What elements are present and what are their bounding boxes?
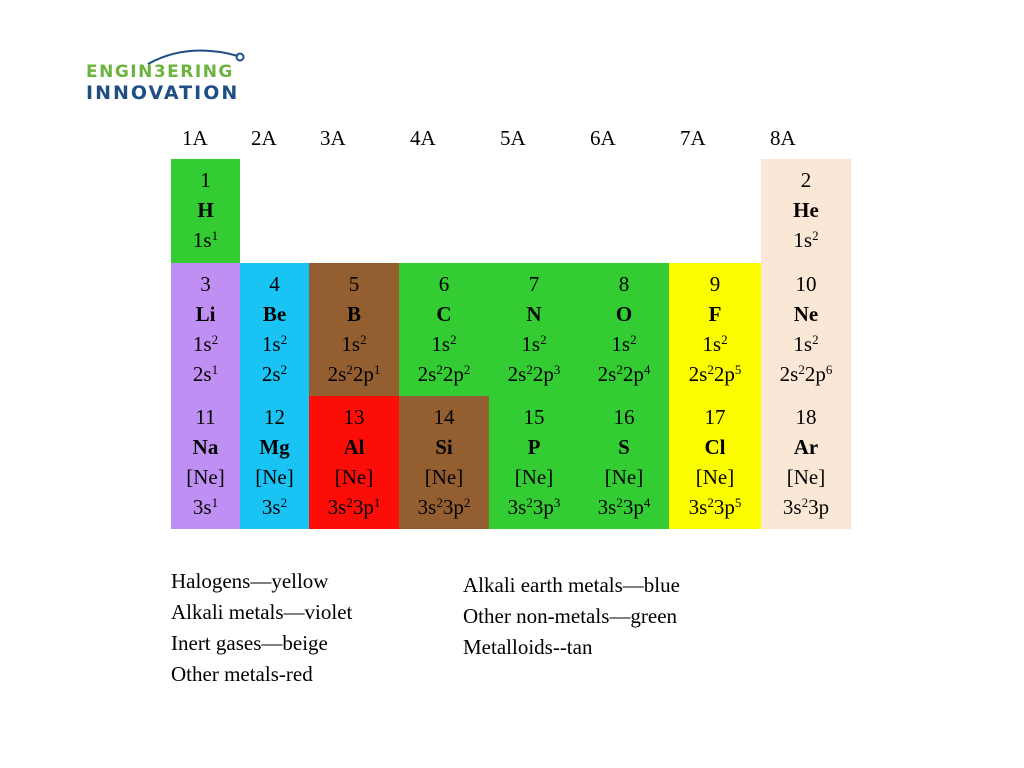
electron-configuration: $1s^2$ bbox=[431, 332, 457, 356]
element-cell-ar bbox=[761, 396, 851, 529]
legend-item: Metalloids--tan bbox=[463, 635, 593, 659]
element-cell-f bbox=[669, 263, 761, 396]
electron-configuration: $2s^22p^2$ bbox=[417, 362, 471, 386]
electron-configuration: $2s^22p^5$ bbox=[688, 362, 742, 386]
group-label: 8A bbox=[770, 126, 796, 150]
electron-configuration: $2s^22p^3$ bbox=[507, 362, 561, 386]
element-cell-b bbox=[309, 263, 399, 396]
element-symbol: H bbox=[197, 198, 214, 222]
element-symbol: Si bbox=[435, 435, 453, 459]
atomic-number: 11 bbox=[195, 405, 216, 429]
element-symbol: Al bbox=[343, 435, 365, 459]
legend-item: Inert gases—beige bbox=[171, 631, 328, 655]
legend-item: Alkali metals—violet bbox=[171, 600, 353, 624]
electron-configuration: $2s^22p^6$ bbox=[779, 362, 833, 386]
atomic-number: 9 bbox=[709, 272, 721, 296]
electron-configuration: $2s^22p^1$ bbox=[327, 362, 381, 386]
element-cell-o bbox=[579, 263, 669, 396]
electron-configuration: $1s^1$ bbox=[192, 228, 219, 252]
element-cell-n bbox=[489, 263, 579, 396]
legend-left bbox=[171, 566, 352, 690]
logo-line-engineering: ENGIN3ERING bbox=[86, 62, 234, 82]
element-cell-cl bbox=[669, 396, 761, 529]
legend-right bbox=[463, 570, 680, 663]
element-cell-ne bbox=[761, 263, 851, 396]
group-label: 3A bbox=[320, 126, 346, 150]
group-header-row bbox=[0, 126, 1024, 156]
atomic-number: 16 bbox=[613, 405, 635, 429]
electron-configuration: $3s^23p$ bbox=[782, 495, 830, 519]
electron-configuration: [Ne] bbox=[514, 465, 554, 489]
element-symbol: Na bbox=[192, 435, 219, 459]
element-symbol: B bbox=[346, 302, 361, 326]
atomic-number: 8 bbox=[618, 272, 630, 296]
electron-configuration: $1s^2$ bbox=[261, 332, 288, 356]
group-label: 6A bbox=[590, 126, 616, 150]
atomic-number: 1 bbox=[200, 168, 211, 192]
element-cell-mg bbox=[240, 396, 309, 529]
element-symbol: Ar bbox=[793, 435, 819, 459]
legend-item: Halogens—yellow bbox=[171, 569, 329, 593]
electron-configuration: [Ne] bbox=[424, 465, 464, 489]
atomic-number: 2 bbox=[800, 168, 812, 192]
electron-configuration: $2s^1$ bbox=[192, 362, 219, 386]
element-symbol: He bbox=[793, 198, 819, 222]
element-cell-s bbox=[579, 396, 669, 529]
element-symbol: P bbox=[527, 435, 541, 459]
engineering-innovation-logo bbox=[78, 44, 280, 108]
electron-configuration: $3s^23p^1$ bbox=[327, 495, 381, 519]
electron-configuration: [Ne] bbox=[334, 465, 374, 489]
logo-line-innovation: INNOVATION bbox=[86, 82, 240, 104]
electron-configuration: $3s^23p^4$ bbox=[597, 495, 651, 519]
electron-configuration: $1s^2$ bbox=[192, 332, 219, 356]
atomic-number: 15 bbox=[523, 405, 545, 429]
electron-configuration: $3s^23p^2$ bbox=[417, 495, 471, 519]
electron-configuration: $1s^2$ bbox=[521, 332, 547, 356]
group-label: 7A bbox=[680, 126, 706, 150]
electron-configuration: $2s^22p^4$ bbox=[597, 362, 651, 386]
atomic-number: 12 bbox=[264, 405, 285, 429]
legend-item: Alkali earth metals—blue bbox=[463, 573, 680, 597]
electron-configuration: $3s^23p^3$ bbox=[507, 495, 561, 519]
element-symbol: Cl bbox=[704, 435, 726, 459]
element-symbol: Li bbox=[195, 302, 216, 326]
atomic-number: 10 bbox=[795, 272, 817, 296]
element-cell-al bbox=[309, 396, 399, 529]
element-symbol: Ne bbox=[793, 302, 819, 326]
electron-configuration: $1s^2$ bbox=[702, 332, 728, 356]
electron-configuration: $3s^2$ bbox=[261, 495, 288, 519]
electron-configuration: $1s^2$ bbox=[793, 228, 819, 252]
element-symbol: O bbox=[615, 302, 633, 326]
element-cell-li bbox=[171, 263, 240, 396]
legend-item: Other metals-red bbox=[171, 662, 313, 686]
atomic-number: 14 bbox=[433, 405, 455, 429]
atomic-number: 13 bbox=[343, 405, 365, 429]
legend-item: Other non-metals—green bbox=[463, 604, 678, 628]
group-label: 5A bbox=[500, 126, 526, 150]
electron-configuration: [Ne] bbox=[255, 465, 294, 489]
element-symbol: S bbox=[618, 435, 630, 459]
element-cell-p bbox=[489, 396, 579, 529]
electron-configuration: $2s^2$ bbox=[261, 362, 288, 386]
element-symbol: Mg bbox=[259, 435, 290, 459]
atomic-number: 17 bbox=[704, 405, 726, 429]
electron-configuration: $3s^23p^5$ bbox=[688, 495, 742, 519]
group-label: 4A bbox=[410, 126, 436, 150]
electron-configuration: [Ne] bbox=[604, 465, 644, 489]
electron-configuration: $1s^2$ bbox=[341, 332, 367, 356]
electron-configuration: [Ne] bbox=[186, 465, 225, 489]
atomic-number: 7 bbox=[528, 272, 540, 296]
electron-configuration: [Ne] bbox=[695, 465, 735, 489]
electron-configuration: $1s^2$ bbox=[611, 332, 637, 356]
atomic-number: 5 bbox=[348, 272, 360, 296]
electron-configuration: $3s^1$ bbox=[192, 495, 219, 519]
element-symbol: C bbox=[436, 302, 452, 326]
element-cell-c bbox=[399, 263, 489, 396]
atomic-number: 6 bbox=[438, 272, 450, 296]
element-symbol: F bbox=[708, 302, 722, 326]
electron-configuration: [Ne] bbox=[786, 465, 826, 489]
element-symbol: Be bbox=[262, 302, 287, 326]
group-label: 2A bbox=[251, 126, 277, 150]
electron-configuration: $1s^2$ bbox=[793, 332, 819, 356]
element-cell-be bbox=[240, 263, 309, 396]
atomic-number: 18 bbox=[795, 405, 817, 429]
element-cell-si bbox=[399, 396, 489, 529]
element-symbol: N bbox=[526, 302, 542, 326]
atomic-number: 4 bbox=[269, 272, 280, 296]
element-cell-na bbox=[171, 396, 240, 529]
group-label: 1A bbox=[182, 126, 208, 150]
element-cell-h bbox=[171, 159, 240, 263]
element-cell-he bbox=[761, 159, 851, 263]
atomic-number: 3 bbox=[200, 272, 211, 296]
